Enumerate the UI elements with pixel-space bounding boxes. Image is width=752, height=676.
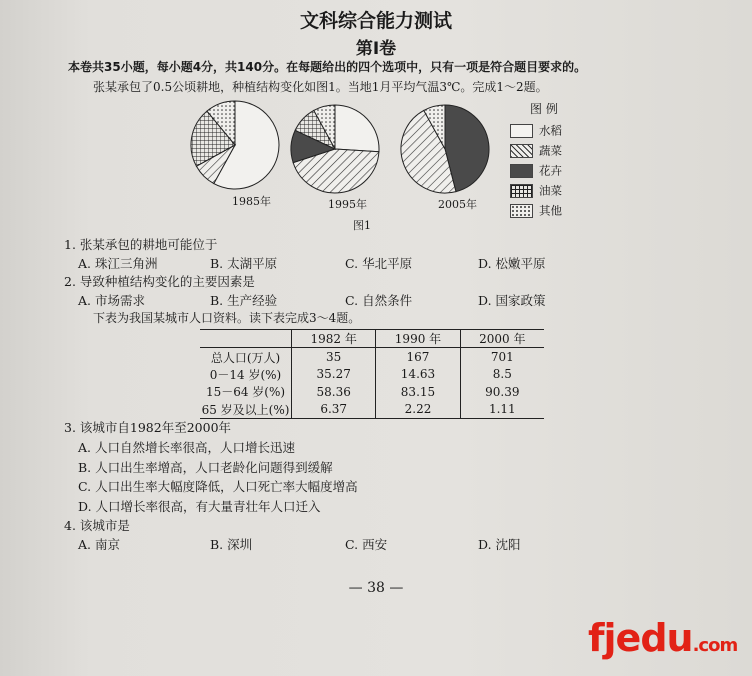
legend-label: 其他 (539, 203, 562, 218)
pie-slice-blank (335, 105, 379, 152)
legend-item-grid (510, 180, 562, 196)
watermark-main: fjedu (588, 616, 693, 660)
table-cell: 35.27 (292, 366, 376, 383)
table-cell: 0－14 岁(%) (209, 367, 282, 382)
question-3-option-a: A. 人口自然增长率很高，人口增长迅速 (78, 440, 295, 455)
pie-year-label-1995: 1995年 (328, 198, 367, 211)
table-cell: 14.63 (376, 366, 460, 383)
question-2-option-c: C. 自然条件 (345, 293, 413, 308)
legend-item-dots (510, 200, 562, 216)
legend-swatch (510, 204, 533, 218)
question-2-option-b: B. 生产经验 (210, 293, 278, 308)
question-4-option-b: B. 深圳 (210, 537, 253, 552)
table-cell: 6.37 (292, 401, 376, 419)
table-cell: 8.5 (460, 366, 544, 383)
legend-label: 蔬菜 (539, 143, 562, 158)
table-header-cell (200, 330, 292, 348)
table-row (200, 383, 544, 400)
table-cell: 总人口(万人) (210, 350, 281, 365)
table-cell: 15－64 岁(%) (205, 385, 286, 400)
page-number: — 38 — (348, 580, 404, 596)
page-title: 文科综合能力测试 (299, 10, 452, 32)
legend-swatch (510, 144, 533, 158)
question-3-option-d: D. 人口增长率很高，有大量青壮年人口迁入 (78, 499, 321, 514)
question-2-stem: 2. 导致种植结构变化的主要因素是 (64, 274, 255, 289)
watermark-logo (588, 616, 737, 660)
pie-year-label-1985: 1985年 (232, 195, 271, 208)
question-3-stem: 3. 该城市自1982年至2000年 (64, 420, 232, 435)
legend-label: 油菜 (539, 183, 562, 198)
table-cell: 701 (460, 348, 544, 366)
question-1-option-a: A. 珠江三角洲 (78, 256, 158, 271)
table-cell: 90.39 (460, 383, 544, 400)
question-1-option-d: D. 松嫩平原 (478, 256, 546, 271)
legend-title: 图 例 (530, 102, 558, 116)
question-2-option-d: D. 国家政策 (478, 293, 546, 308)
question-4-option-c: C. 西安 (345, 537, 388, 552)
table-cell: 65 岁及以上(%) (200, 401, 292, 419)
intro-text-1: 张某承包了0.5公顷耕地，种植结构变化如图1。当地1月平均气温3℃。完成1～2题。 (93, 80, 548, 94)
question-2-option-a: A. 市场需求 (78, 293, 145, 308)
table-cell: 1.11 (460, 401, 544, 419)
legend-item-blank (510, 120, 562, 136)
section-title: 第Ⅰ卷 (355, 39, 397, 59)
table-header-cell: 2000 年 (460, 330, 544, 348)
legend-swatch (510, 164, 533, 178)
watermark-suffix: .com (692, 635, 738, 656)
question-1-stem: 1. 张某承包的耕地可能位于 (64, 237, 218, 252)
legend-label: 水稻 (539, 123, 562, 138)
instructions: 本卷共35小题，每小题4分，共140分。在每题给出的四个选项中，只有一项是符合题目要求的。 (68, 60, 587, 74)
question-4-stem: 4. 该城市是 (64, 518, 130, 533)
question-3-option-b: B. 人口出生率增高，人口老龄化问题得到缓解 (78, 460, 333, 475)
table-cell: 83.15 (376, 383, 460, 400)
legend-label: 花卉 (539, 163, 562, 178)
table-cell: 58.36 (292, 383, 376, 400)
population-table (200, 329, 544, 419)
table-row (200, 401, 544, 419)
table-cell: 2.22 (376, 401, 460, 419)
question-1-option-c: C. 华北平原 (345, 256, 413, 271)
question-1-option-b: B. 太湖平原 (210, 256, 278, 271)
table-cell: 35 (292, 348, 376, 366)
question-4-option-d: D. 沈阳 (478, 537, 521, 552)
legend-swatch (510, 124, 533, 138)
legend-item-solid (510, 160, 562, 176)
figure-caption: 图1 (353, 219, 371, 232)
table-row (200, 348, 544, 366)
legend-item-diagonal (510, 140, 562, 156)
pie-year-label-2005: 2005年 (438, 198, 477, 211)
question-4-option-a: A. 南京 (78, 537, 120, 552)
table-header-cell: 1990 年 (376, 330, 460, 348)
table-row (200, 366, 544, 383)
legend-swatch (510, 184, 533, 198)
intro-text-2: 下表为我国某城市人口资料。读下表完成3～4题。 (93, 311, 361, 325)
table-header-cell: 1982 年 (292, 330, 376, 348)
question-3-option-c: C. 人口出生率大幅度降低，人口死亡率大幅度增高 (78, 479, 358, 494)
table-cell: 167 (376, 348, 460, 366)
table-header-row (200, 330, 544, 348)
